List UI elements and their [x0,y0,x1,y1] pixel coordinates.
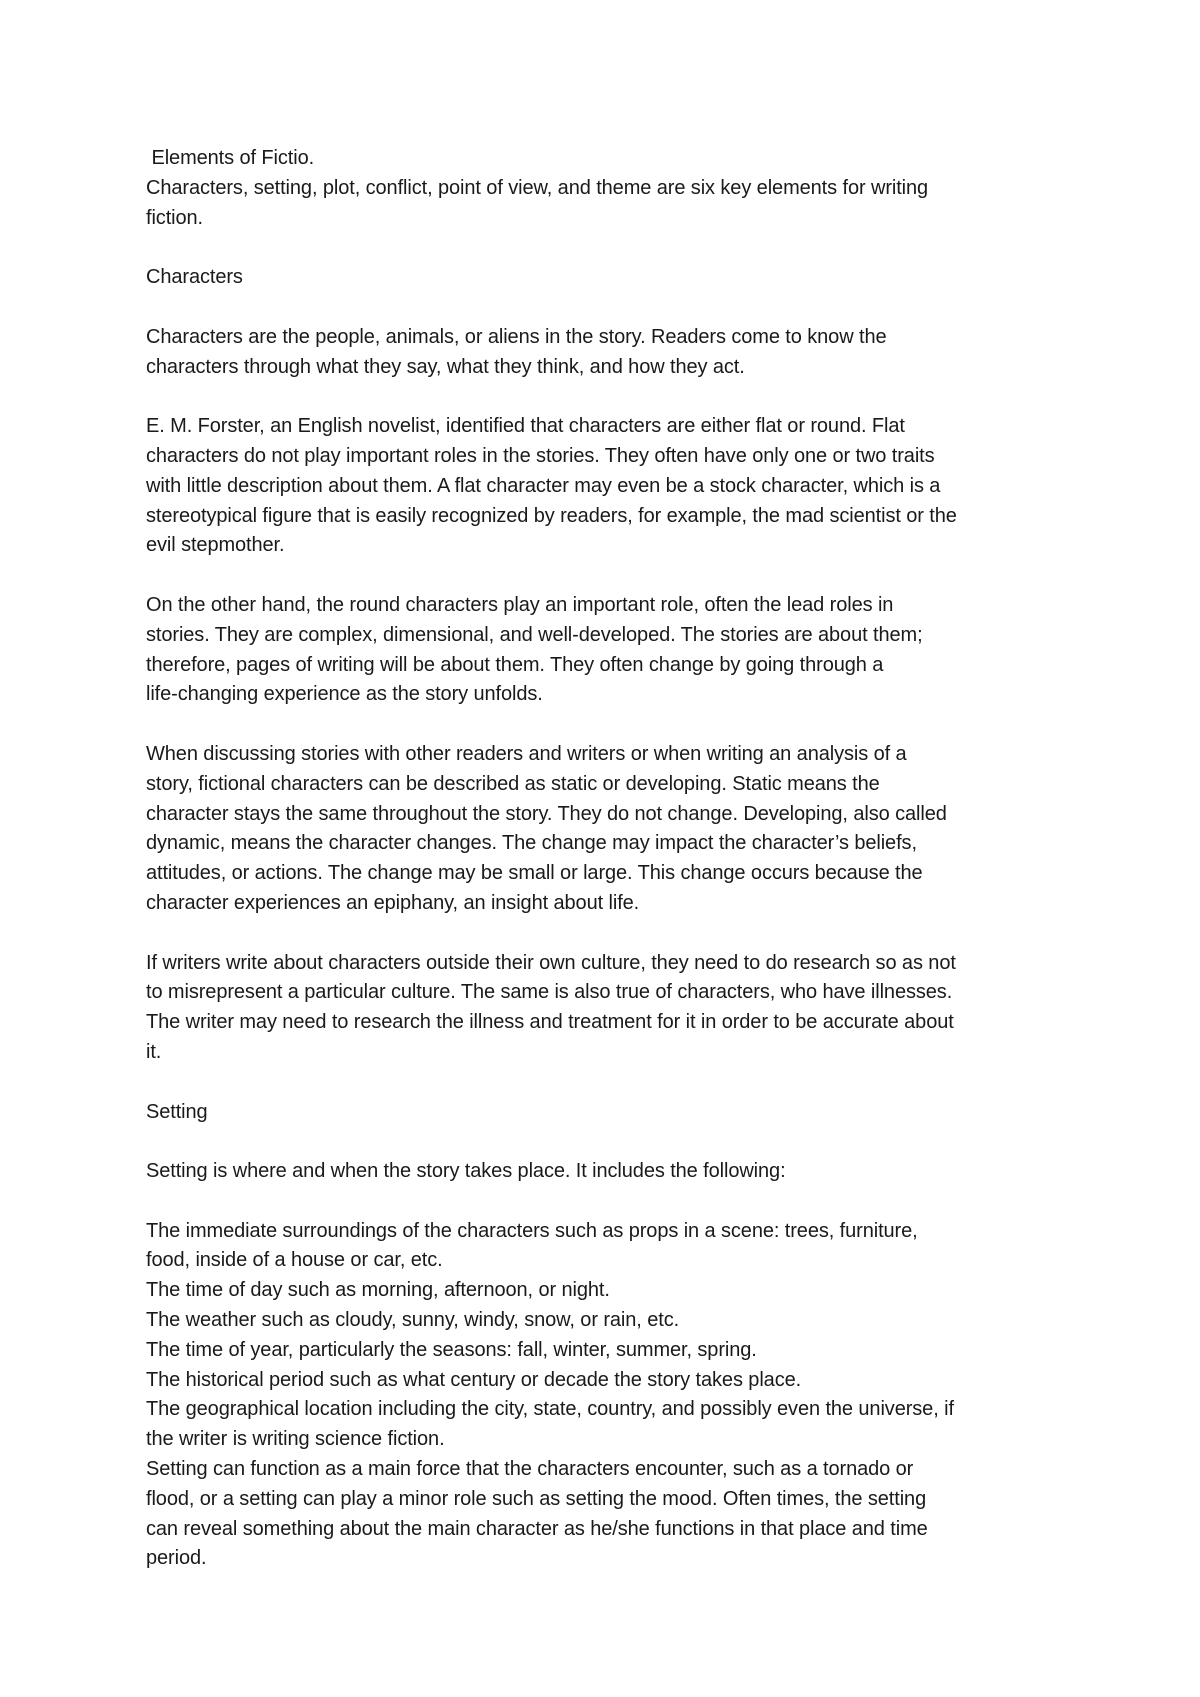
paragraph-gap [146,561,1076,591]
paragraph-gap [146,919,1076,949]
paragraph-gap [146,293,1076,323]
document-title: Elements of Fictio. [146,147,315,169]
characters-paragraph-4: When discussing stories with other readers and writers or when writing an analysis of a story, fictional characters can be described as static or developing. Static means the character stays the same throughout the story. They do not change. Developing, also called dynamic, means the character changes. The change may impact the character’s beliefs, attitudes, or actions. The change may be small or large. This change occurs because the character experiences an epiphany, an insight about life. [146,742,947,914]
setting-list-item: The time of year, particularly the seasons: fall, winter, summer, spring. [146,1338,757,1361]
setting-list-item: The immediate surroundings of the characters such as props in a scene: trees, furniture, food, inside of a house or car, etc. [146,1219,918,1272]
paragraph-gap [146,710,1076,740]
setting-paragraph-1: Setting is where and when the story takes place. It includes the following: [146,1160,786,1183]
intro-paragraph: Characters, setting, plot, conflict, point of view, and theme are six key elements for writing fiction. [146,176,929,229]
characters-heading: Characters [146,266,243,289]
characters-paragraph-3: On the other hand, the round characters play an important role, often the lead roles in stories. They are complex, dimensional, and well-developed. The stories are about them; therefore, pages of writing will be about them. They often change by going through a life-changing experience as the story unfolds. [146,593,923,706]
setting-heading: Setting [146,1100,208,1123]
document-page [146,144,1076,1574]
setting-list-item: The weather such as cloudy, sunny, windy, snow, or rain, etc. [146,1309,680,1332]
paragraph-gap [146,382,1076,412]
characters-paragraph-1: Characters are the people, animals, or aliens in the story. Readers come to know the characters through what they say, what they think, and how they act. [146,325,887,378]
characters-paragraph-5: If writers write about characters outside their own culture, they need to do research so as not to misrepresent a particular culture. The same is also true of characters, who have illnesses. The writer may need to research the illness and treatment for it in order to be accurate about it. [146,951,956,1063]
paragraph-gap [146,1187,1076,1217]
setting-list-item: Setting can function as a main force that the characters encounter, such as a tornado or flood, or a setting can play a minor role such as setting the mood. Often times, the setting can reveal something about the main character as he/she functions in that place and time period. [146,1458,928,1570]
setting-list-item: The historical period such as what century or decade the story takes place. [146,1368,802,1391]
setting-list-item: The time of day such as morning, afternoon, or night. [146,1279,610,1302]
paragraph-gap [146,1127,1076,1157]
paragraph-gap [146,1068,1076,1098]
characters-paragraph-2: E. M. Forster, an English novelist, identified that characters are either flat or round. Flat characters do not play important roles in the stories. They often have only one or two traits with little description about them. A flat character may even be a stock character, which is a stereotypical figure that is easily recognized by readers, for example, the mad scientist or the evil stepmother. [146,415,957,557]
setting-list-item: The geographical location including the city, state, country, and possibly even the universe, if the writer is writing science fiction. [146,1398,954,1451]
paragraph-gap [146,233,1076,263]
